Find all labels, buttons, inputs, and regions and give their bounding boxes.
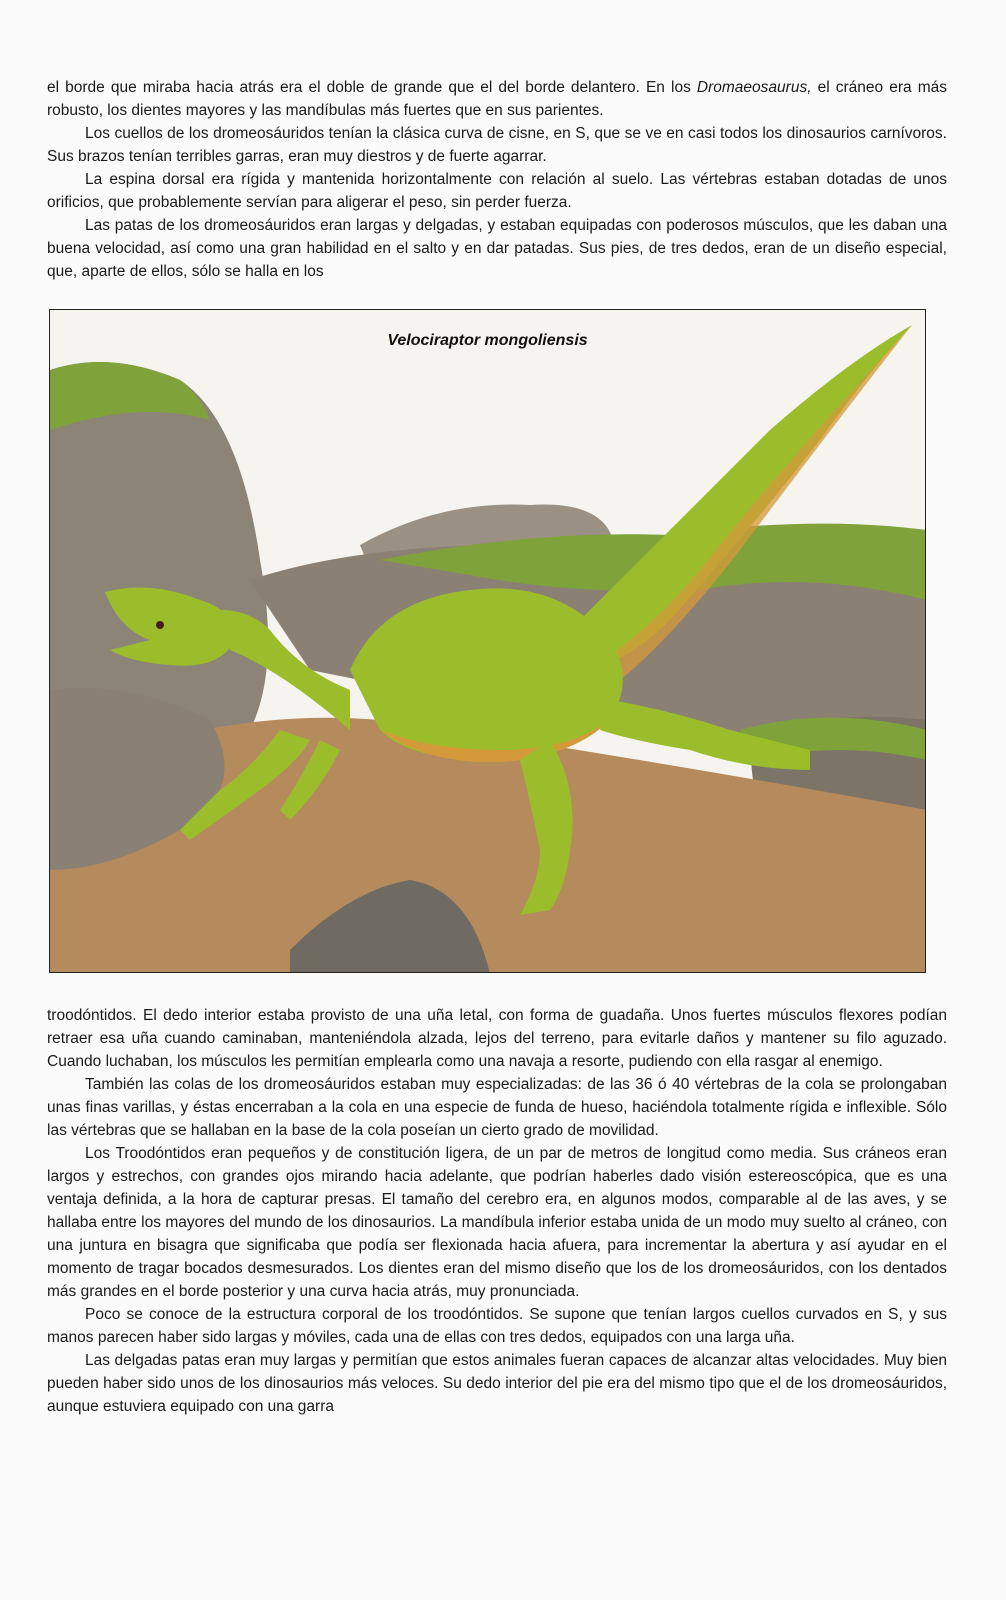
paragraph: Poco se conoce de la estructura corporal de los troodóntidos. Se supone que tenían largos cuellos curvados en S, y sus manos parecen haber sido largas y móviles, cada una de ellas con tres dedos, equipados con una larga uña.: [47, 1306, 947, 1346]
paragraph: La espina dorsal era rígida y mantenida horizontalmente con relación al suelo. Las vértebras estaban dotadas de unos orificios, que probablemente servían para aligerar el peso, sin perder fuerza.: [47, 171, 947, 211]
italic-genus-name: Dromaeosaurus,: [696, 79, 812, 96]
paragraph: Las delgadas patas eran muy largas y permitían que estos animales fueran capaces de alcanzar altas velocidades. Muy bien pueden haber sido unos de los dinosaurios más veloces. Su dedo interior del pie era del mismo tipo que el de los dromeosáuridos, aunque estuviera equipado con una garra: [47, 1352, 947, 1415]
velociraptor-illustration: [49, 309, 926, 973]
paragraph: [47, 76, 947, 122]
paragraph-text: el cráneo era más robusto, los dientes mayores y las mandíbulas más fuertes que en sus parientes.: [47, 79, 947, 119]
paragraph: troodóntidos. El dedo interior estaba provisto de una uña letal, con forma de guadaña. Unos fuertes músculos flexores podían retraer esa uña cuando caminaban, manteniéndola alzada, lejos del terreno, para evitarle daños y mantener su filo aguzado. Cuando luchaban, los músculos les permitían emplearla como una navaja a resorte, pudiendo con ella rasgar al enemigo.: [47, 1007, 947, 1070]
paragraph: Los cuellos de los dromeosáuridos tenían la clásica curva de cisne, en S, que se ve en casi todos los dinosaurios carnívoros. Sus brazos tenían terribles garras, eran muy diestros y de fuerte agarrar.: [47, 125, 947, 165]
paragraph-text: el borde que miraba hacia atrás era el doble de grande que el del borde delantero. En los: [47, 79, 697, 96]
paragraph: También las colas de los dromeosáuridos estaban muy especializadas: de las 36 ó 40 vértebras de la cola se prolongaban unas finas varillas, y éstas encerraban a la cola en una especie de funda de hueso, haciéndola totalmente rígida e inflexible. Sólo las vértebras que se hallaban en la base de la cola poseían un cierto grado de movilidad.: [47, 1076, 947, 1139]
paragraph: Las patas de los dromeosáuridos eran largas y delgadas, y estaban equipadas con poderosos músculos, que les daban una buena velocidad, así como una gran habilidad en el salto y en dar patadas. Sus pies, de tres dedos, eran de un diseño especial, que, aparte de ellos, sólo se halla en los: [47, 217, 947, 280]
top-text-block: [47, 76, 947, 283]
paragraph: Los Troodóntidos eran pequeños y de constitución ligera, de un par de metros de longitud como media. Sus cráneos eran largos y estrechos, con grandes ojos mirando hacia adelante, que podrían haberles dado visión estereoscópica, que es una ventaja definida, a la hora de capturar presas. El tamaño del cerebro era, en algunos modos, comparable al de las aves, y se hallaba entre los mayores del mundo de los dinosaurios. La mandíbula inferior estaba unida de un modo muy suelto al cráneo, con una juntura en bisagra que significaba que podía ser flexionada hacia afuera, para incrementar la abertura y así ayudar en el momento de tragar bocados desmesurados. Los dientes eran del mismo diseño que los de los dromeosáuridos, con los dentados más grandes en el borde posterior y una curva hacia atrás, muy pronunciada.: [47, 1145, 947, 1300]
dino-eye: [156, 621, 164, 629]
illustration-art: [50, 310, 926, 973]
bottom-text-block: [47, 1004, 947, 1418]
figure-caption: Velociraptor mongoliensis: [387, 332, 588, 349]
